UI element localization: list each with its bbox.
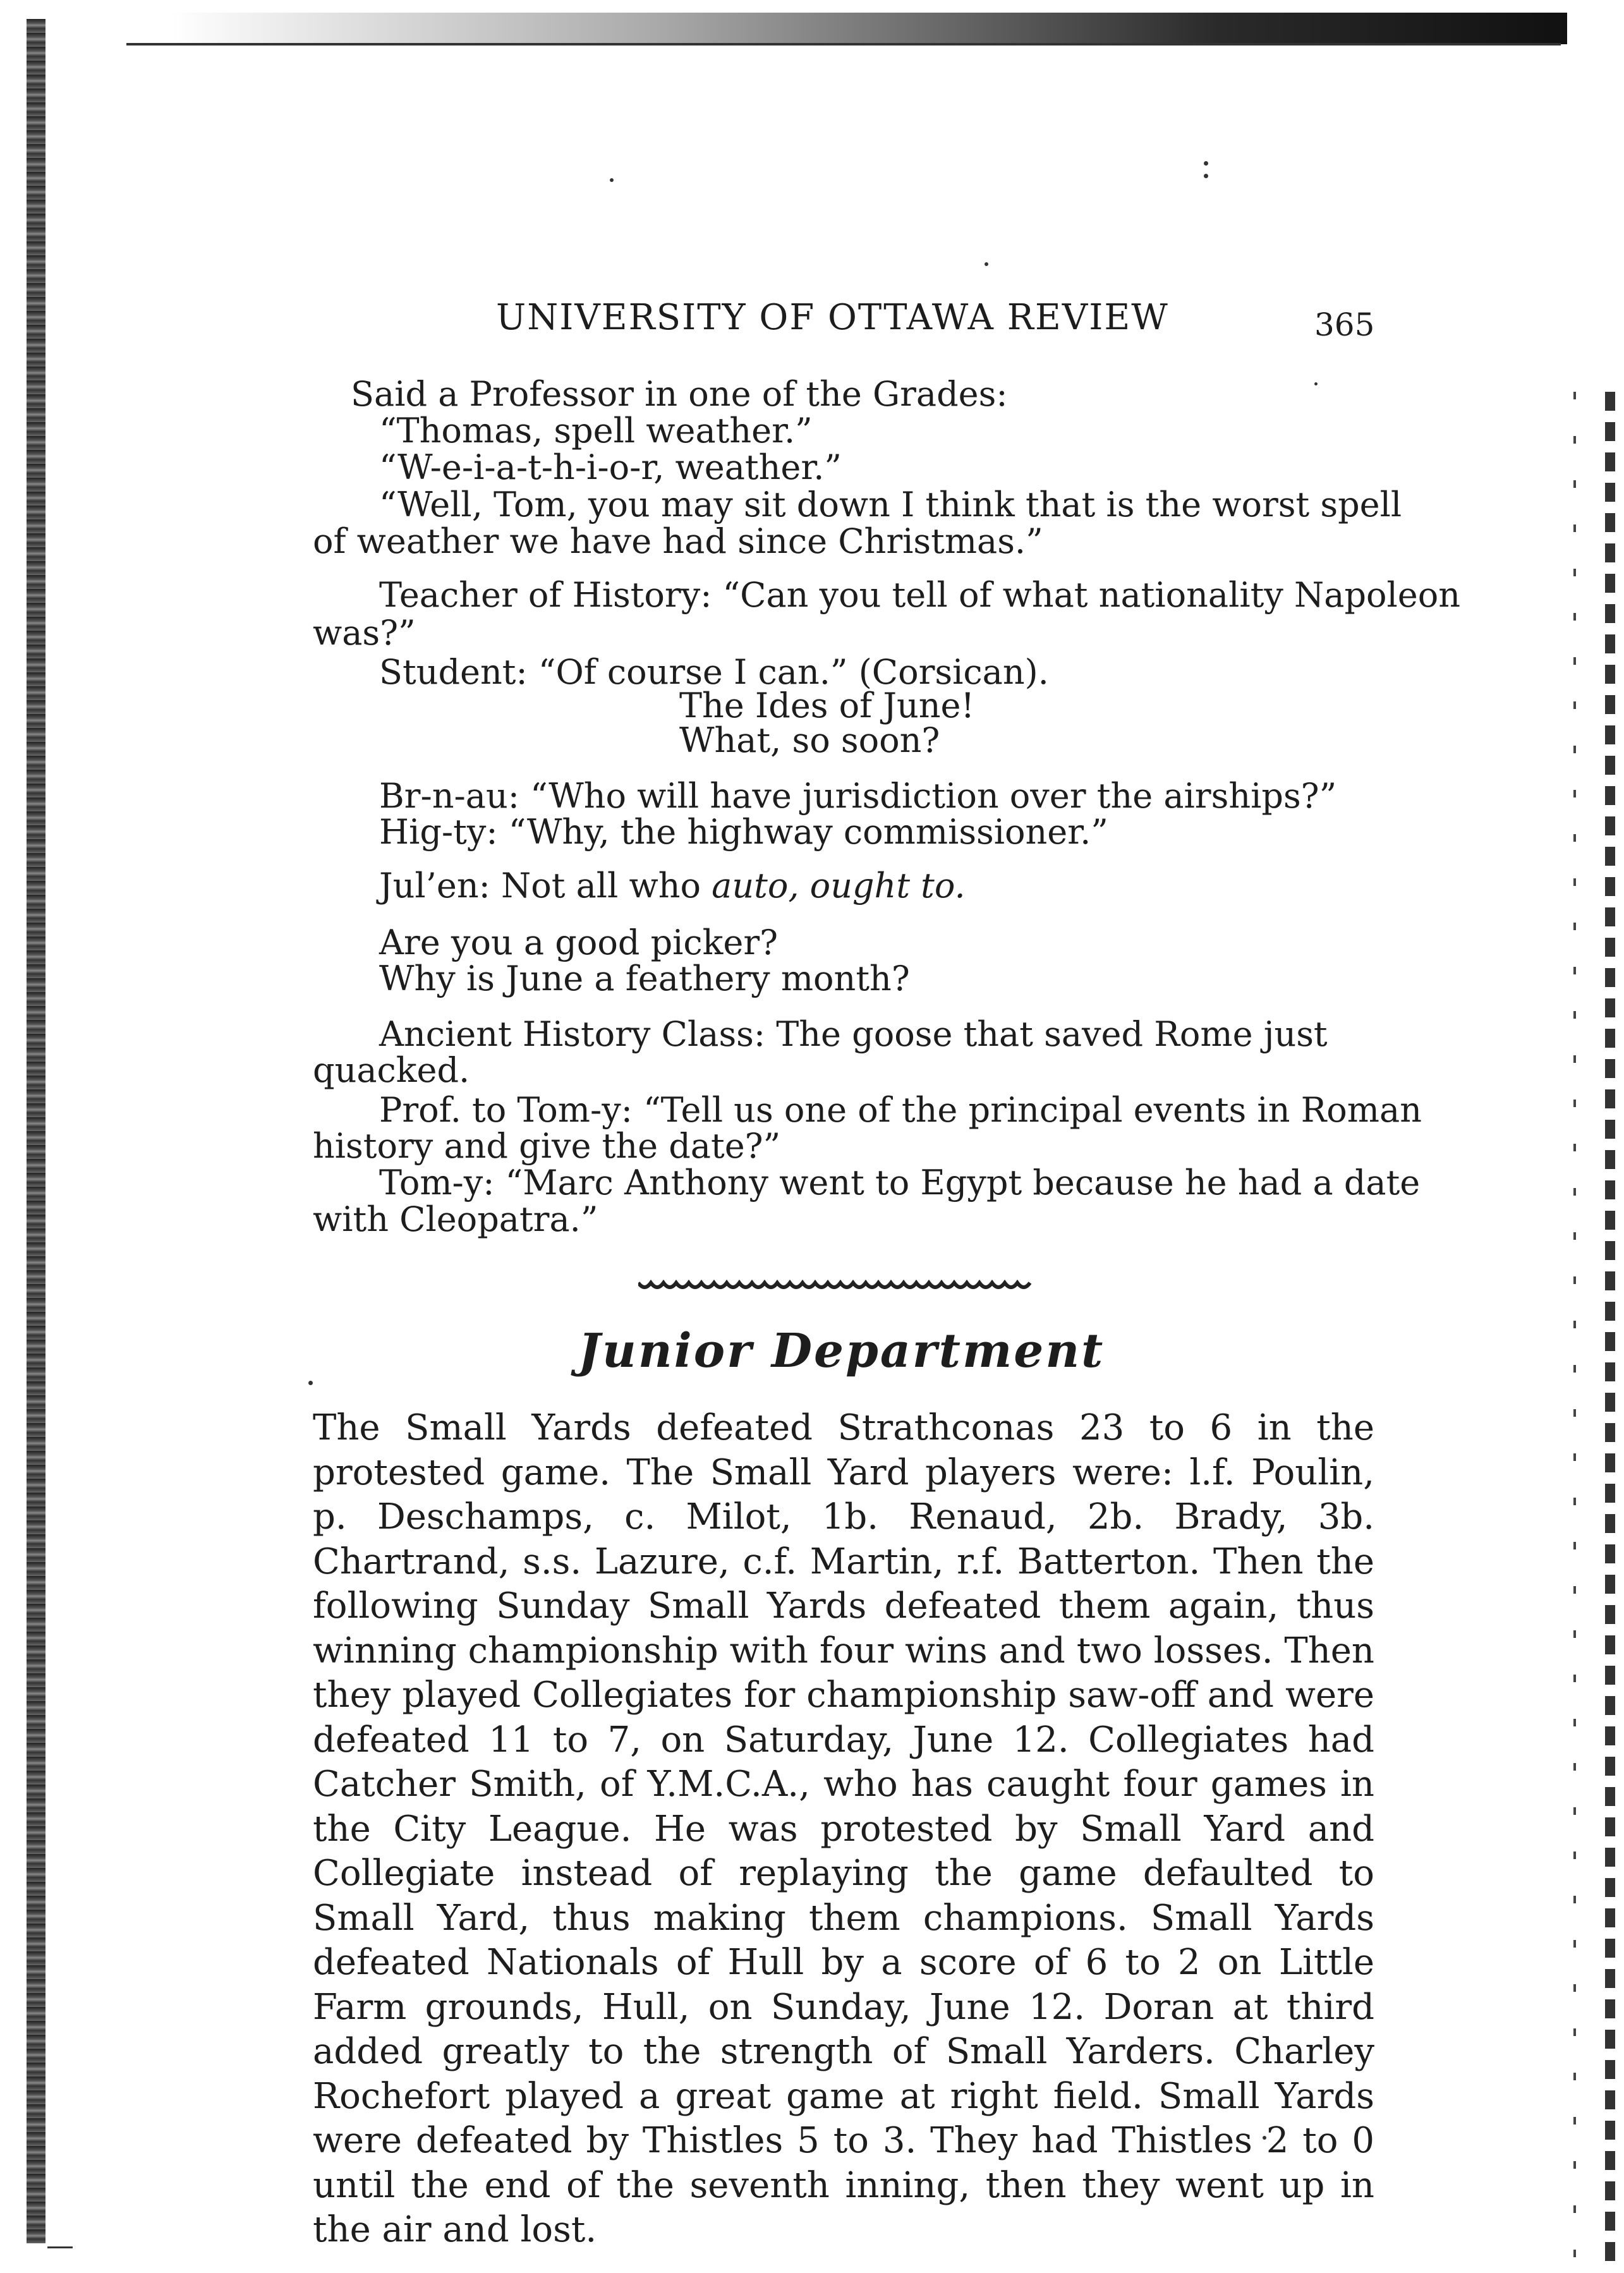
joke-line: Ancient History Class: The goose that saved Rome just (379, 1014, 1328, 1054)
joke-line: “W-e-i-a-t-h-i-o-r, weather.” (379, 447, 842, 487)
scan-speck (308, 1381, 313, 1385)
joke-line: Why is June a feathery month? (379, 959, 910, 998)
joke-line: was?” (313, 613, 416, 653)
joke-line: “Well, Tom, you may sit down I think that is the worst spell (379, 485, 1402, 524)
joke-line: Prof. to Tom-y: “Tell us one of the principal events in Roman (379, 1090, 1422, 1130)
joke-line (379, 866, 966, 906)
scan-rule-top (126, 43, 1561, 45)
scan-edge-right-inner (1573, 392, 1576, 2269)
joke-line-text: Jul’en: Not all who (379, 866, 712, 906)
joke-line: Are you a good picker? (379, 923, 779, 962)
scan-edge-right (1605, 392, 1615, 2269)
scan-edge-top (171, 13, 1567, 44)
section-body: The Small Yards defeated Strathconas 23 to 6 in the protested game. The Small Yard players were: l.f. Poulin, p. Deschamps, c. Milot, 1b. Renaud, 2b. Brady, 3b. Chartrand, s.s. Lazure, c.f. Martin, r.f. Batterton. Then the following Sunday Small Yards defeated them again, thus winning championship with four wins and two losses. Then they played Collegiates for championship saw-off and were defeated 11 to 7, on Saturday, June 12. Collegiates had Catcher Smith, of Y.M.C.A., who has caught four games in the City League. He was protested by Small Yard and Collegiate instead of replaying the game defaulted to Small Yard, thus making them champions. Small Yards defeated Nationals of Hull by a score of 6 to 2 on Little Farm grounds, Hull, on Sunday, June 12. Doran at third added greatly to the strength of Small Yarders. Charley Rochefort played a great game at right field. Small Yards were defeated by Thistles 5 to 3. They had Thistles 2 to 0 until the end of the seventh inning, then they went up in the air and lost. (313, 1407, 1374, 2250)
joke-line: Tom-y: “Marc Anthony went to Egypt because he had a date (379, 1163, 1421, 1203)
joke-line: Hig-ty: “Why, the highway commissioner.” (379, 812, 1108, 852)
joke-line: Teacher of History: “Can you tell of what nationality Napoleon (379, 575, 1461, 615)
joke-line: quacked. (313, 1050, 470, 1090)
joke-line: with Cleopatra.” (313, 1199, 598, 1239)
joke-line: The Ides of June! (679, 686, 975, 725)
scan-speck (1314, 382, 1318, 385)
joke-line: Said a Professor in one of the Grades: (351, 374, 1008, 414)
ornament-divider (638, 1278, 1043, 1295)
scan-speck (985, 262, 988, 266)
scan-mark-bottom (47, 2246, 73, 2248)
joke-line: of weather we have had since Christmas.” (313, 521, 1043, 561)
joke-line: What, so soon? (679, 720, 940, 760)
scan-speck (610, 178, 614, 182)
page-number: 365 (1314, 306, 1375, 343)
section-title: Junior Department (578, 1324, 1105, 1378)
joke-line: “Thomas, spell weather.” (379, 411, 813, 451)
joke-line: history and give the date?” (313, 1126, 781, 1166)
joke-line: Br-n-au: “Who will have jurisdiction over the airships?” (379, 776, 1337, 816)
joke-line: Student: “Of course I can.” (Corsican). (379, 652, 1049, 692)
joke-pun: auto, ought to. (712, 866, 966, 906)
running-header: UNIVERSITY OF OTTAWA REVIEW (496, 297, 1169, 338)
scan-speck (1204, 174, 1208, 178)
scan-speck (1204, 161, 1208, 166)
scan-edge-left (27, 19, 45, 2243)
